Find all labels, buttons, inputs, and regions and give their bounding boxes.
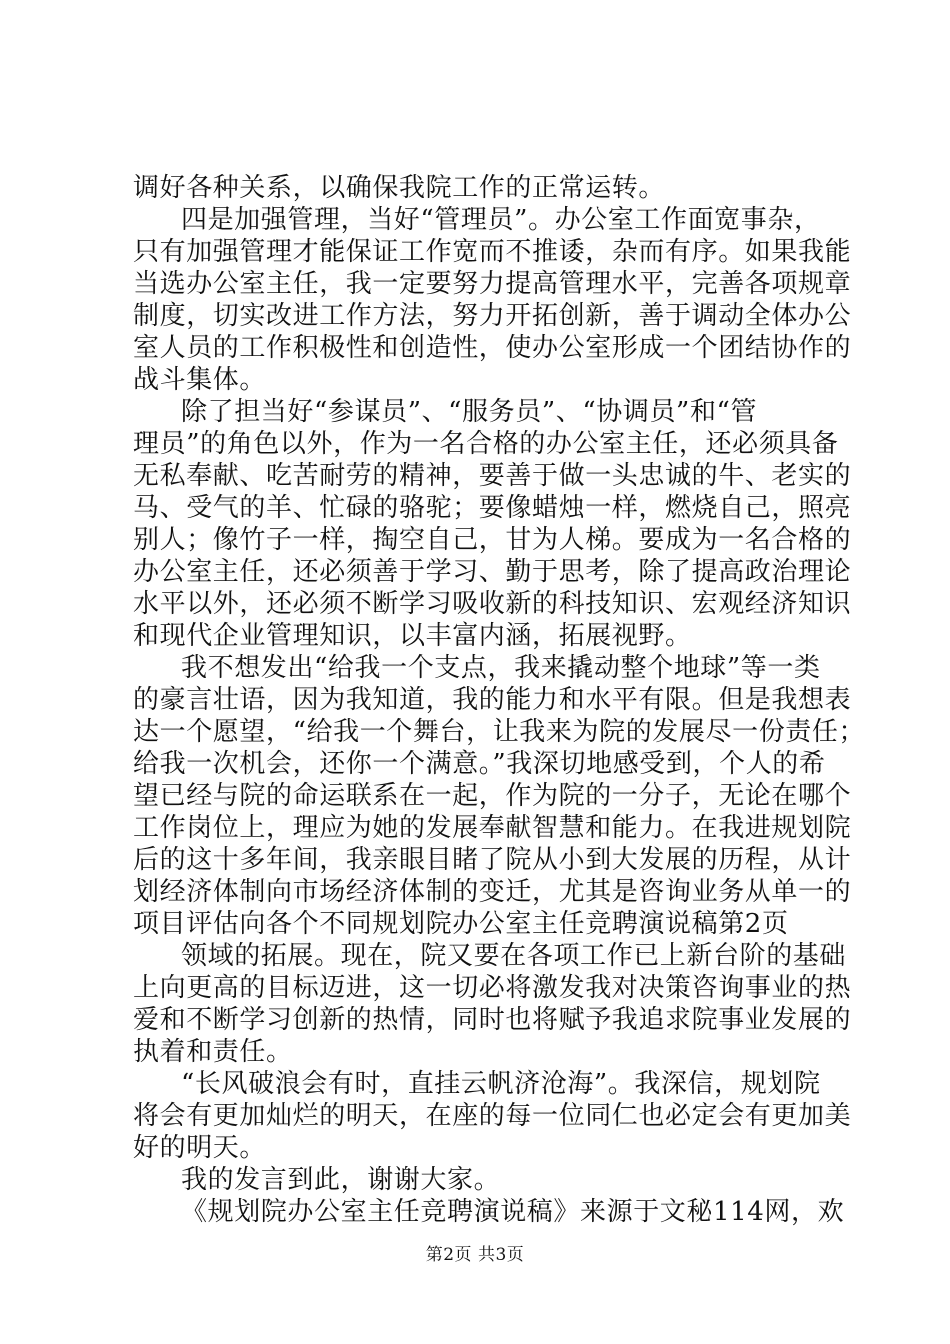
text-line: 爱和不断学习创新的热情，同时也将赋予我追求院事业发展的 xyxy=(133,1005,852,1035)
text-line: 除了担当好“参谋员”、“服务员”、“协调员”和“管 xyxy=(181,397,758,427)
text-line: 达一个愿望，“给我一个舞台，让我来为院的发展尽一份责任； xyxy=(133,717,866,747)
text-line: 战斗集体。 xyxy=(133,365,267,395)
text-line: 调好各种关系，以确保我院工作的正常运转。 xyxy=(133,173,666,203)
text-line: 当选办公室主任，我一定要努力提高管理水平，完善各项规章 xyxy=(133,269,852,299)
text-line: 上向更高的目标迈进，这一切必将激发我对决策咨询事业的热 xyxy=(133,973,852,1003)
text-line: 别人；像竹子一样，掏空自己，甘为人梯。要成为一名合格的 xyxy=(133,525,852,555)
text-line: 无私奉献、吃苦耐劳的精神，要善于做一头忠诚的牛、老实的 xyxy=(133,461,852,491)
text-line: 望已经与院的命运联系在一起，作为院的一分子，无论在哪个 xyxy=(133,781,852,811)
text-line: 制度，切实改进工作方法，努力开拓创新，善于调动全体办公 xyxy=(133,301,852,331)
text-line: 《规划院办公室主任竞聘演说稿》来源于文秘114网，欢 xyxy=(181,1197,845,1227)
text-line: 好的明天。 xyxy=(133,1133,267,1163)
text-line: 我不想发出“给我一个支点，我来撬动整个地球”等一类 xyxy=(181,653,821,683)
text-line: 划经济体制向市场经济体制的变迁，尤其是咨询业务从单一的 xyxy=(133,877,852,907)
text-line: 四是加强管理，当好“管理员”。办公室工作面宽事杂， xyxy=(181,205,821,235)
text-line: 工作岗位上，理应为她的发展奉献智慧和能力。在我进规划院 xyxy=(133,813,852,843)
text-line: 马、受气的羊、忙碌的骆驼；要像蜡烛一样，燃烧自己，照亮 xyxy=(133,493,852,523)
text-line: 我的发言到此，谢谢大家。 xyxy=(181,1165,501,1195)
text-line: 执着和责任。 xyxy=(133,1037,293,1067)
text-line: 给我一次机会，还你一个满意。”我深切地感受到，个人的希 xyxy=(133,749,826,779)
text-line: 将会有更加灿烂的明天，在座的每一位同仁也必定会有更加美 xyxy=(133,1101,852,1131)
text-line: “长风破浪会有时，直挂云帆济沧海”。我深信，规划院 xyxy=(181,1069,821,1099)
text-line: 的豪言壮语，因为我知道，我的能力和水平有限。但是我想表 xyxy=(133,685,852,715)
text-line: 办公室主任，还必须善于学习、勤于思考，除了提高政治理论 xyxy=(133,557,852,587)
text-line: 室人员的工作积极性和创造性，使办公室形成一个团结协作的 xyxy=(133,333,852,363)
text-line: 理员”的角色以外，作为一名合格的办公室主任，还必须具备 xyxy=(133,429,839,459)
text-line: 和现代企业管理知识，以丰富内涵，拓展视野。 xyxy=(133,621,692,651)
text-line: 项目评估向各个不同规划院办公室主任竞聘演说稿第2页 xyxy=(133,909,789,939)
text-line: 水平以外，还必须不断学习吸收新的科技知识、宏观经济知识 xyxy=(133,589,852,619)
page-footer: 第2页 共3页 xyxy=(425,1245,525,1265)
text-line: 后的这十多年间，我亲眼目睹了院从小到大发展的历程，从计 xyxy=(133,845,852,875)
text-line: 只有加强管理才能保证工作宽而不推诿，杂而有序。如果我能 xyxy=(133,237,852,267)
text-line: 领域的拓展。现在，院又要在各项工作已上新台阶的基础 xyxy=(181,941,847,971)
